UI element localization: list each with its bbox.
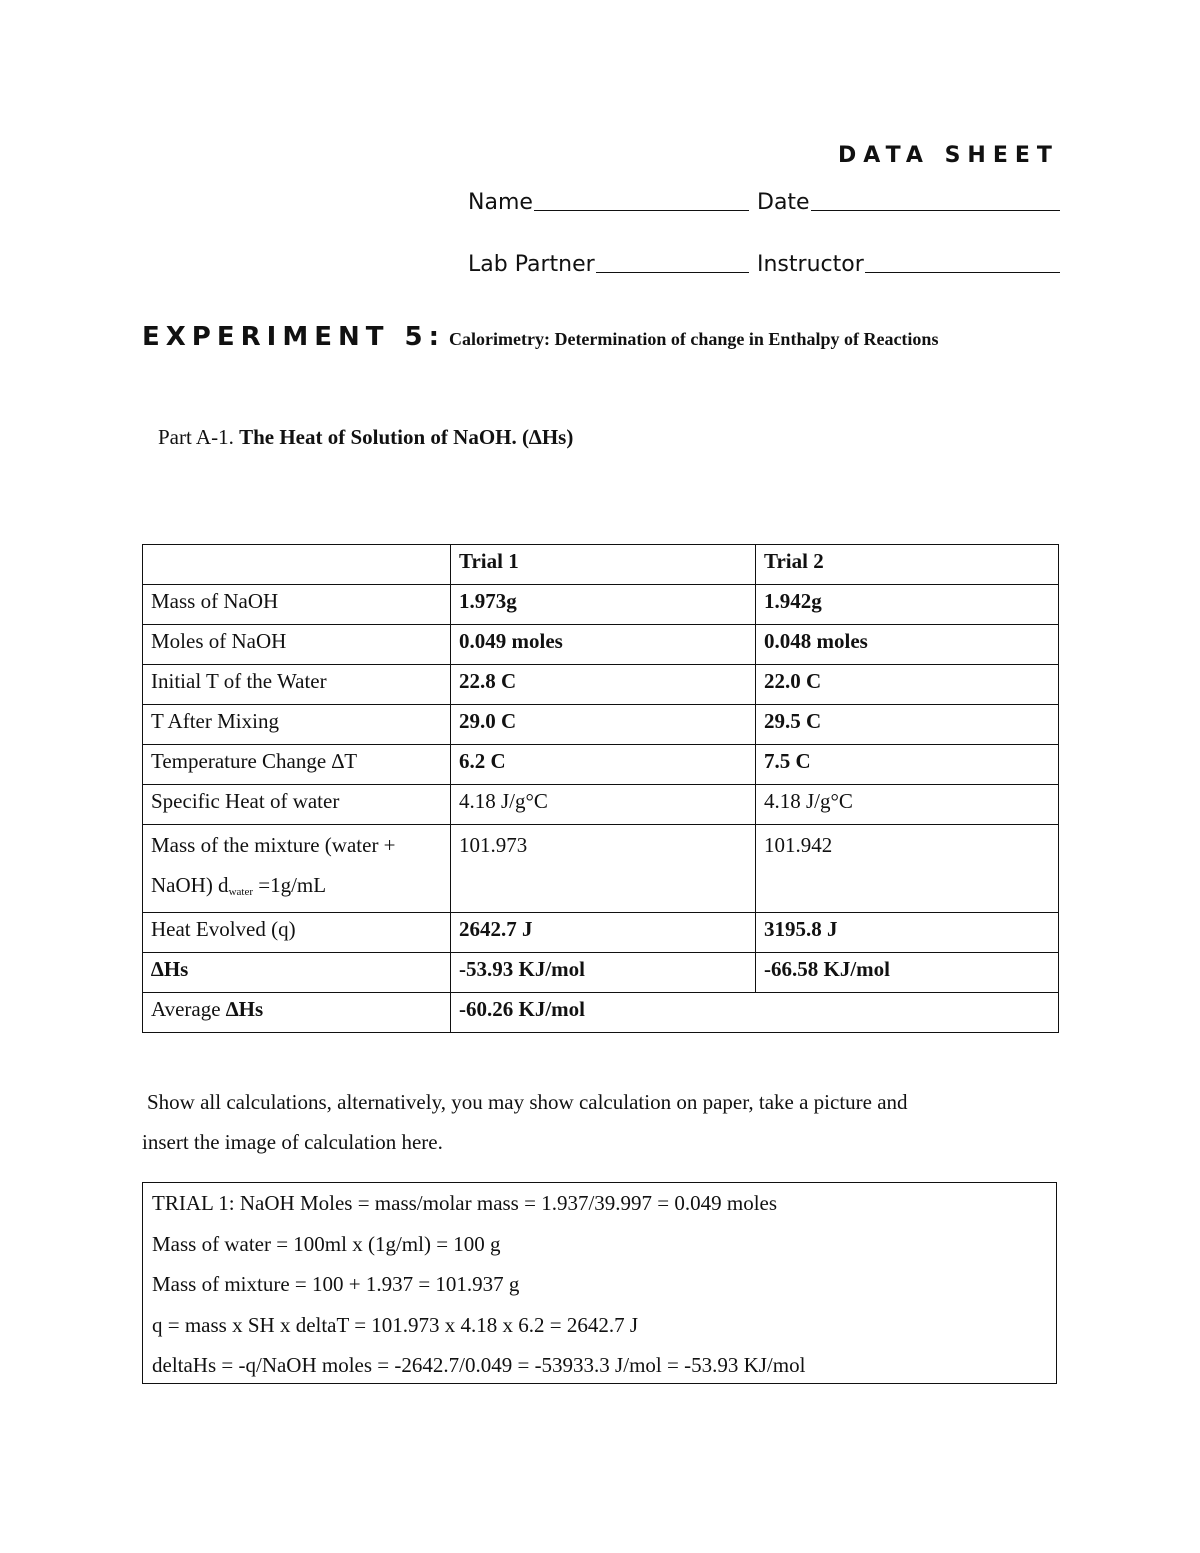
trial-1-value[interactable]: 22.8 C <box>451 665 756 705</box>
average-value[interactable]: -60.26 KJ/mol <box>451 993 1059 1033</box>
date-blank-line[interactable] <box>811 210 1060 211</box>
calculation-line: TRIAL 1: NaOH Moles = mass/molar mass = 1.937/39.997 = 0.049 moles <box>152 1191 778 1215</box>
header-cell-trial-2: Trial 2 <box>756 545 1059 585</box>
name-field[interactable] <box>468 190 749 215</box>
row-label: Specific Heat of water <box>143 785 451 825</box>
table-row <box>143 585 1059 625</box>
instructions <box>142 1082 1042 1162</box>
instructor-label: Instructor <box>757 252 864 277</box>
trial-2-value[interactable]: 3195.8 J <box>756 913 1059 953</box>
trial-2-value[interactable]: 29.5 C <box>756 705 1059 745</box>
table-row <box>143 705 1059 745</box>
row-label: Mass of NaOH <box>143 585 451 625</box>
row-label: T After Mixing <box>143 705 451 745</box>
calculation-line: deltaHs = -q/NaOH moles = -2642.7/0.049 = -53933.3 J/mol = -53.93 KJ/mol <box>152 1353 806 1377</box>
table-row <box>143 993 1059 1033</box>
part-a-prefix: Part A-1. <box>158 425 234 449</box>
instructor-field[interactable] <box>757 252 1060 277</box>
row-label: Moles of NaOH <box>143 625 451 665</box>
lab-partner-field[interactable] <box>468 252 749 277</box>
trial-1-value[interactable]: -53.93 KJ/mol <box>451 953 756 993</box>
average-label-prefix: Average <box>151 997 226 1021</box>
name-label: Name <box>468 190 533 215</box>
trial-1-value[interactable]: 6.2 C <box>451 745 756 785</box>
calculation-line: Mass of mixture = 100 + 1.937 = 101.937 g <box>152 1272 520 1296</box>
lab-partner-blank-line[interactable] <box>596 272 749 273</box>
row-label: Temperature Change ∆T <box>143 745 451 785</box>
row-label-line-1: Mass of the mixture (water + <box>151 833 396 857</box>
row-label-tail: =1g/mL <box>253 873 327 897</box>
instructions-line-2: insert the image of calculation here. <box>142 1130 443 1154</box>
row-label <box>143 993 451 1033</box>
lab-partner-label: Lab Partner <box>468 252 595 277</box>
calculation-line: Mass of water = 100ml x (1g/ml) = 100 g <box>152 1231 501 1256</box>
trial-2-value[interactable]: 22.0 C <box>756 665 1059 705</box>
date-field[interactable] <box>757 190 1060 215</box>
results-table <box>142 544 1059 1033</box>
calculation-line: q = mass x SH x deltaT = 101.973 x 4.18 x 6.2 = 2642.7 J <box>152 1312 639 1337</box>
trial-1-value[interactable]: 101.973 <box>451 825 756 913</box>
row-label: Initial T of the Water <box>143 665 451 705</box>
trial-1-value[interactable]: 2642.7 J <box>451 913 756 953</box>
trial-2-value[interactable]: 4.18 J/g°C <box>756 785 1059 825</box>
trial-2-value[interactable]: -66.58 KJ/mol <box>756 953 1059 993</box>
row-label: ∆Hs <box>143 953 451 993</box>
experiment-title: Calorimetry: Determination of change in Enthalpy of Reactions <box>449 329 939 349</box>
experiment-heading <box>142 318 1022 360</box>
date-label: Date <box>757 190 810 215</box>
part-a-title: The Heat of Solution of NaOH. (∆Hs) <box>239 425 574 449</box>
header-row-partner-instructor <box>468 252 1060 277</box>
table-row <box>143 745 1059 785</box>
name-blank-line[interactable] <box>534 210 749 211</box>
average-label-symbol: ∆Hs <box>225 997 264 1021</box>
header-cell-trial-1: Trial 1 <box>451 545 756 585</box>
row-label-line-2: NaOH) d <box>151 873 229 897</box>
header-row-name-date <box>468 190 1060 215</box>
water-subscript: water <box>228 886 253 898</box>
table-row <box>143 625 1059 665</box>
table-header-row <box>143 545 1059 585</box>
instructor-blank-line[interactable] <box>865 272 1060 273</box>
trial-2-value[interactable]: 7.5 C <box>756 745 1059 785</box>
instructions-line-1: Show all calculations, alternatively, you may show calculation on paper, take a picture and <box>147 1090 908 1114</box>
experiment-label: EXPERIMENT 5: <box>142 322 445 352</box>
calculation-box[interactable] <box>142 1182 1057 1384</box>
row-label: Heat Evolved (q) <box>143 913 451 953</box>
trial-1-value[interactable]: 4.18 J/g°C <box>451 785 756 825</box>
datasheet-title: DATA SHEET <box>838 143 1059 168</box>
trial-1-value[interactable]: 29.0 C <box>451 705 756 745</box>
trial-2-value[interactable]: 1.942g <box>756 585 1059 625</box>
trial-2-value[interactable]: 0.048 moles <box>756 625 1059 665</box>
part-a-heading <box>158 425 573 450</box>
table-row <box>143 953 1059 993</box>
table-row <box>143 785 1059 825</box>
table-row <box>143 665 1059 705</box>
trial-2-value[interactable]: 101.942 <box>756 825 1059 913</box>
trial-1-value[interactable]: 1.973g <box>451 585 756 625</box>
table-row <box>143 825 1059 913</box>
row-label <box>143 825 451 913</box>
table-row <box>143 913 1059 953</box>
trial-1-value[interactable]: 0.049 moles <box>451 625 756 665</box>
header-cell-empty <box>143 545 451 585</box>
